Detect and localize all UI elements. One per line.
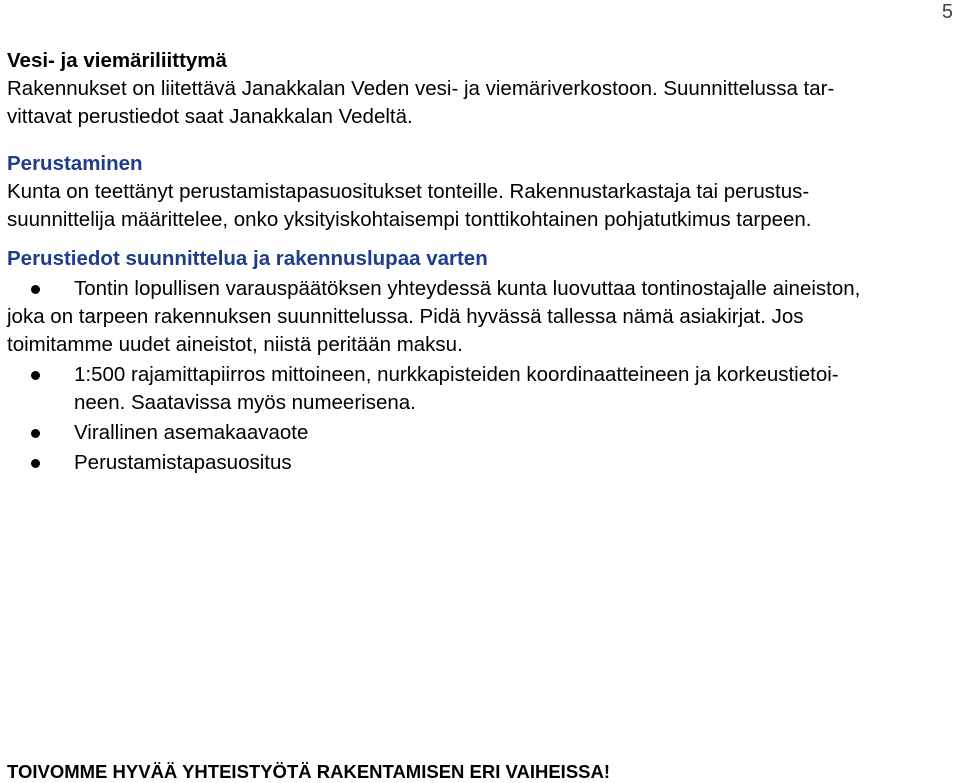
section-foundation bbox=[7, 150, 951, 234]
section-heading-water: Vesi- ja viemäriliittymä bbox=[7, 49, 227, 72]
section-water bbox=[7, 47, 951, 131]
list-item-line: Virallinen asemakaavaote bbox=[74, 421, 309, 444]
section-heading-basic-info: Perustiedot suunnittelua ja rakennuslupaa varten bbox=[7, 247, 488, 270]
document-body bbox=[7, 47, 951, 481]
paragraph-line: vittavat perustiedot saat Janakkalan Vedeltä. bbox=[7, 105, 413, 128]
list-item-line: Tontin lopullisen varauspäätöksen yhteydessä kunta luovuttaa tontinostajalle aineiston, bbox=[74, 277, 861, 300]
paragraph-line: Kunta on teettänyt perustamistapasuositukset tonteille. Rakennustarkastaja tai perustus- bbox=[7, 180, 810, 203]
paragraph-line: Rakennukset on liitettävä Janakkalan Veden vesi- ja viemäriverkostoon. Suunnittelussa tar- bbox=[7, 77, 835, 100]
paragraph-line: joka on tarpeen rakennuksen suunnittelussa. Pidä hyvässä tallessa nämä asiakirjat. Jos bbox=[7, 305, 804, 328]
list-item-line: Perustamistapasuositus bbox=[74, 451, 292, 474]
list-item bbox=[7, 275, 951, 303]
list-item-line: neen. Saatavissa myös numeerisena. bbox=[74, 391, 416, 414]
bullet-icon bbox=[31, 371, 40, 380]
page-number: 5 bbox=[941, 1, 953, 23]
list-item bbox=[7, 419, 951, 447]
list-item bbox=[7, 449, 951, 477]
paragraph-line: suunnittelija määrittelee, onko yksityiskohtaisempi tonttikohtainen pohjatutkimus tarpeen. bbox=[7, 208, 812, 231]
bullet-list bbox=[7, 275, 951, 303]
bullet-icon bbox=[31, 429, 40, 438]
bullet-icon bbox=[31, 285, 40, 294]
bullet-icon bbox=[31, 459, 40, 468]
section-basic-info bbox=[7, 245, 951, 477]
list-item-line: 1:500 rajamittapiirros mittoineen, nurkkapisteiden koordinaatteineen ja korkeustietoi- bbox=[74, 363, 839, 386]
section-heading-foundation: Perustaminen bbox=[7, 152, 143, 175]
list-item bbox=[7, 361, 951, 417]
paragraph-line: toimitamme uudet aineistot, niistä peritään maksu. bbox=[7, 333, 463, 356]
bullet-list bbox=[7, 361, 951, 477]
footer-slogan: TOIVOMME HYVÄÄ YHTEISTYÖTÄ RAKENTAMISEN ERI VAIHEISSA! bbox=[7, 761, 611, 782]
